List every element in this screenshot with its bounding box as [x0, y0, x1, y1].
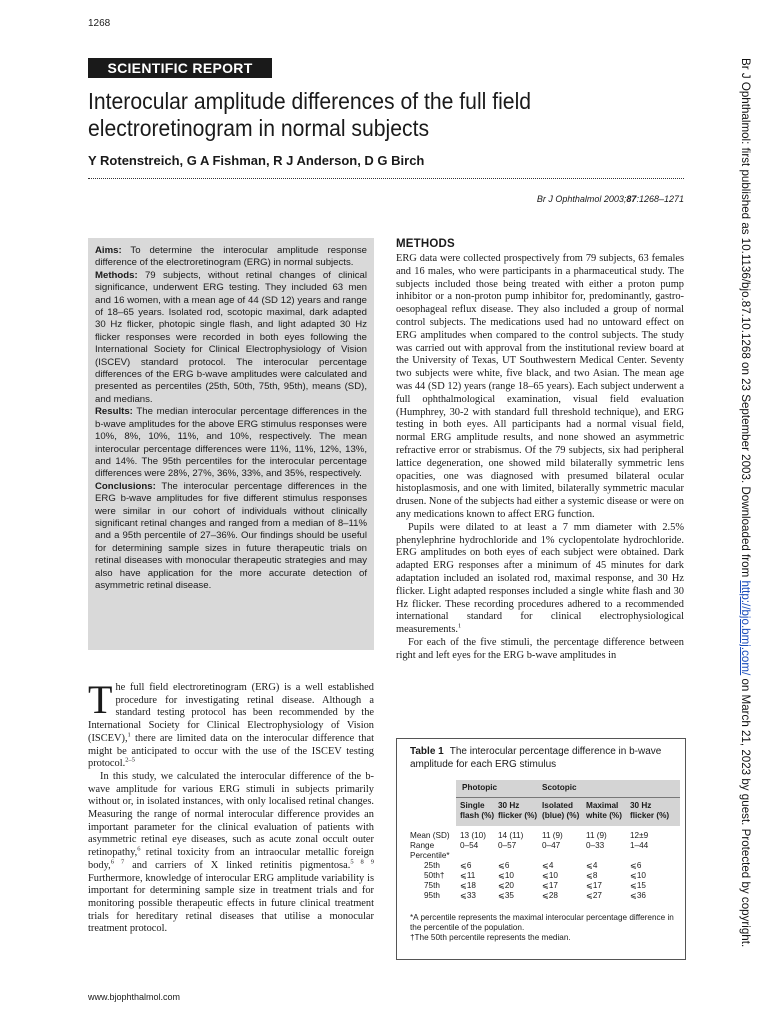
table-cell: 0–47 — [542, 841, 561, 850]
results-text: The median interocular percentage differences in the b-wave amplitudes for the above ERG stimulus responses were 10%, 8%, 10%, 11%, and 10%, respectively. The mean interocular percentage differences were 11%, 11%, 12%, 13%, and 14%. The 95th percentiles for the interocular percentage differences were 28%, 27%, 36%, 33%, and 35%, respectively. — [95, 406, 367, 480]
article-title — [88, 88, 640, 142]
table-row-label: Percentile* — [410, 851, 450, 860]
journal-link[interactable]: http://bjo.bmj.com/ — [739, 580, 752, 676]
table-row-label: 75th — [424, 881, 440, 890]
dotted-divider — [88, 178, 684, 179]
aims-label: Aims: — [95, 245, 122, 256]
table-cell: ⩽28 — [542, 891, 558, 900]
table-row-label: 25th — [424, 861, 440, 870]
reference: 1 — [127, 731, 131, 739]
table-cell: ⩽6 — [498, 861, 510, 870]
citation-volume: 87 — [626, 194, 637, 204]
table-cell: ⩽18 — [460, 881, 476, 890]
methods-heading: METHODS — [396, 238, 455, 250]
table-cell: 0–54 — [460, 841, 479, 850]
table-cell: ⩽6 — [460, 861, 472, 870]
table-caption-text: The interocular percentage difference in b-wave amplitude for each ERG stimulus — [410, 746, 662, 770]
aims-text: To determine the interocular amplitude response difference of the electroretinogram (ERG) in normal subjects. — [95, 245, 367, 269]
abstract — [95, 245, 367, 592]
table-cell: ⩽10 — [542, 871, 558, 880]
results-label: Results: — [95, 406, 133, 418]
conclusions-label: Conclusions: — [95, 480, 156, 492]
table-label: Table 1 — [410, 746, 444, 757]
methods-section — [396, 253, 684, 663]
table-cell: 12±9 — [630, 831, 649, 840]
table-cell: ⩽17 — [586, 881, 602, 890]
page-number: 1268 — [88, 18, 111, 29]
introduction — [88, 677, 374, 936]
intro-text: he full field electroretinogram (ERG) is a well established procedure for investigating retinal disease. Although a standard testing protocol has been recommended by the International Society for Clinical Electrophysiology of Vision (ISCEV), — [88, 682, 374, 744]
intro-text: and carriers of X linked retinitis pigmentosa. — [124, 859, 351, 871]
abstract-aims — [95, 245, 367, 270]
table-cell: ⩽27 — [586, 891, 602, 900]
intro-text: there are limited data on the interocular difference that might be anticipated to occur with the use of the ISCEV testing protocol. — [88, 732, 374, 770]
section-banner: SCIENTIFIC REPORT — [88, 58, 272, 78]
table-row-label: Mean (SD) — [410, 831, 450, 840]
table-cell: 13 (10) — [460, 831, 486, 840]
table-cell: 1–44 — [630, 841, 649, 850]
citation-year: 2003; — [603, 194, 627, 204]
table-cell: ⩽10 — [498, 871, 514, 880]
title-line-1: Interocular amplitude differences of the full field — [88, 88, 532, 114]
methods-label: Methods: — [95, 269, 138, 281]
table-cell: 11 (9) — [586, 831, 607, 840]
title-line-2: electroretinogram in normal subjects — [88, 115, 430, 141]
reference: 2–5 — [125, 756, 135, 764]
table-cell: ⩽36 — [630, 891, 646, 900]
table-column-header: Isolated (blue) (%) — [542, 801, 580, 820]
table-cell: 11 (9) — [542, 831, 563, 840]
conclusions-text: The interocular percentage differences in the ERG b-wave amplitudes for five different stimulus responses were similar in our cohort of individuals without clinically significant retinal changes and ranged from a median of 8–11% and a 95th percentile of 27–36%. Our findings should be useful for determining sample sizes in future therapeutic trials on retinal diseases with monocular therapeutic strategies and may also have application for the more accurate detection of asymmetric retinal disease. — [95, 480, 367, 591]
table-group-scotopic: Scotopic — [542, 783, 577, 792]
citation-journal: Br J Ophthalmol — [536, 194, 602, 204]
table-cell: ⩽8 — [586, 871, 598, 880]
methods-paragraph-1: ERG data were collected prospectively from 79 subjects, 63 females and 16 males, who were participants in a pharmaceutical study. The subjects included those being treated with either a proton pump inhibitor or a non-proton pump inhibitor for, predominantly, gastro-oesophageal reflux disease. They also included a group of normal control subjects. The medications used had no untoward effect on ERG amplitudes when compared to the control subjects. The study was carried out with approval from the institutional review board at the University of Texas, UT Southwestern Medical Center. Seventy two subjects were white, five black, and two Asian. The mean age was 44 (SD 12) years (range 18–65 years). Each subject underwent a full ophthalmological examination, visual field evaluation (Humphrey, 30-2 with standard full threshold technique), and ERG testing in both eyes. All participants had a normal visual field, normal ERG amplitude results, and none showed an asymmetric refractive error or strabismus. Of the 79 subjects, six had peripheral lattice degeneration, one showed mild bilaterally symmetric lens opacities, one was diagnosed with presumed bilateral ocular histoplasmosis, and one with limited, bilaterally symmetric macular drusen. None of the subjects had either a systemic disease or were on any medications known to affect ERG function. — [396, 253, 684, 520]
intro-paragraph-1 — [88, 677, 374, 771]
methods-text: Pupils were dilated to at least a 7 mm diameter with 2.5% phenylephrine hydrochloride and 1% cyclopentolate hydrochloride. ERG amplitudes on both eyes of each subject were obtained. Dark adapted ERG responses after a minimum of 45 minutes for dark adaptation included an isolated rod, maximal response, and 30 Hz flicker. Light adapted responses included a single white flash and 30 Hz flicker. These recording procedures adhered to a recommended international standard for clinical electrophysiological measurements. — [396, 521, 684, 636]
intro-text: Furthermore, knowledge of interocular ERG amplitude variability is important for determining sample size in treatment trials and for monitoring possible therapeutic effects in future clinical treatment trials for hereditary retinal diseases that utilise a monocular treatment protocol. — [88, 872, 374, 935]
abstract-methods — [95, 270, 367, 406]
table-footnote-2: †The 50th percentile represents the median. — [410, 933, 571, 942]
table-group-photopic: Photopic — [462, 783, 498, 792]
table-cell: ⩽10 — [630, 871, 646, 880]
table-header-rule — [456, 797, 680, 798]
table-cell: ⩽6 — [630, 861, 642, 870]
methods-paragraph-3: For each of the five stimuli, the percentage difference between right and left eyes for the ERG b-wave amplitudes in — [396, 636, 684, 661]
table-caption — [410, 745, 678, 771]
table-column-header: 30 Hz flicker (%) — [498, 801, 538, 820]
reference: 6 — [137, 845, 141, 853]
table-cell: ⩽20 — [498, 881, 514, 890]
table-cell: 0–57 — [498, 841, 517, 850]
table-footnote-1: *A percentile represents the maximal interocular percentage difference in the percentile of the population. — [410, 913, 674, 932]
abstract-conclusions — [95, 481, 367, 593]
citation-pages: :1268–1271 — [636, 194, 684, 204]
table-column-header: Maximal white (%) — [586, 801, 622, 820]
intro-text: In this study, we calculated the interocular difference of the b-wave amplitude for various ERG stimuli in subjects primarily without or, in isolated instances, with only localised retinal changes. Measuring the range of normal interocular difference provides an important parameter for the clinical evaluation of patients with asymmetric retinal eye diseases, such as acute zonal occult outer retinopathy, — [88, 770, 374, 859]
table-column-header: 30 Hz flicker (%) — [630, 801, 670, 820]
methods-text: 79 subjects, without retinal changes of clinical significance, underwent ERG testing. They included 63 men and 16 women, with a mean age of 44 (SD 12) years and range of 18–65 years. Isolated rod, scotopic maximal, dark adapted 30 Hz flicker, photopic single flash, and light adapted 30 Hz flicker responses were recorded in both eyes following the International Society for Clinical Electrophysiology of Vision (ISCEV) standard protocol. The interocular percentage differences of the ERG b-wave amplitudes were calculated and presented as percentiles (25th, 50th, 75th, 95th), means (SD), and medians. — [95, 269, 367, 405]
abstract-results — [95, 406, 367, 480]
reference: 6 7 — [110, 858, 125, 866]
table-cell: 14 (11) — [498, 831, 524, 840]
table-column-header: Single flash (%) — [460, 801, 495, 820]
author-list: Y Rotenstreich, G A Fishman, R J Anderson, D G Birch — [88, 153, 425, 168]
intro-paragraph-2 — [88, 771, 374, 936]
notice-text: on March 21, 2023 by guest. Protected by copyright. — [739, 675, 752, 948]
reference: 1 — [458, 622, 462, 630]
journal-website: www.bjophthalmol.com — [88, 992, 181, 1002]
table-cell: ⩽35 — [498, 891, 514, 900]
download-notice — [739, 58, 752, 947]
table-row-label: 50th† — [424, 871, 445, 880]
table-cell: ⩽33 — [460, 891, 476, 900]
methods-paragraph-2 — [396, 522, 684, 637]
citation — [537, 194, 684, 204]
table-row-label: Range — [410, 841, 435, 850]
table-cell: ⩽11 — [460, 871, 476, 880]
table-row-label: 95th — [424, 891, 440, 900]
table-cell: 0–33 — [586, 841, 605, 850]
notice-text: Br J Ophthalmol: first published as 10.1136/bjo.87.10.1268 on 23 September 2003. Downloaded from — [739, 58, 752, 581]
table-cell: ⩽17 — [542, 881, 558, 890]
table-cell: ⩽15 — [630, 881, 646, 890]
drop-cap: T — [88, 677, 113, 722]
table-footnotes — [410, 913, 680, 943]
reference: 5 8 9 — [350, 858, 374, 866]
intro-text: retinal toxicity from an intraocular metallic foreign body, — [88, 847, 374, 871]
table-cell: ⩽4 — [542, 861, 554, 870]
table-cell: ⩽4 — [586, 861, 598, 870]
